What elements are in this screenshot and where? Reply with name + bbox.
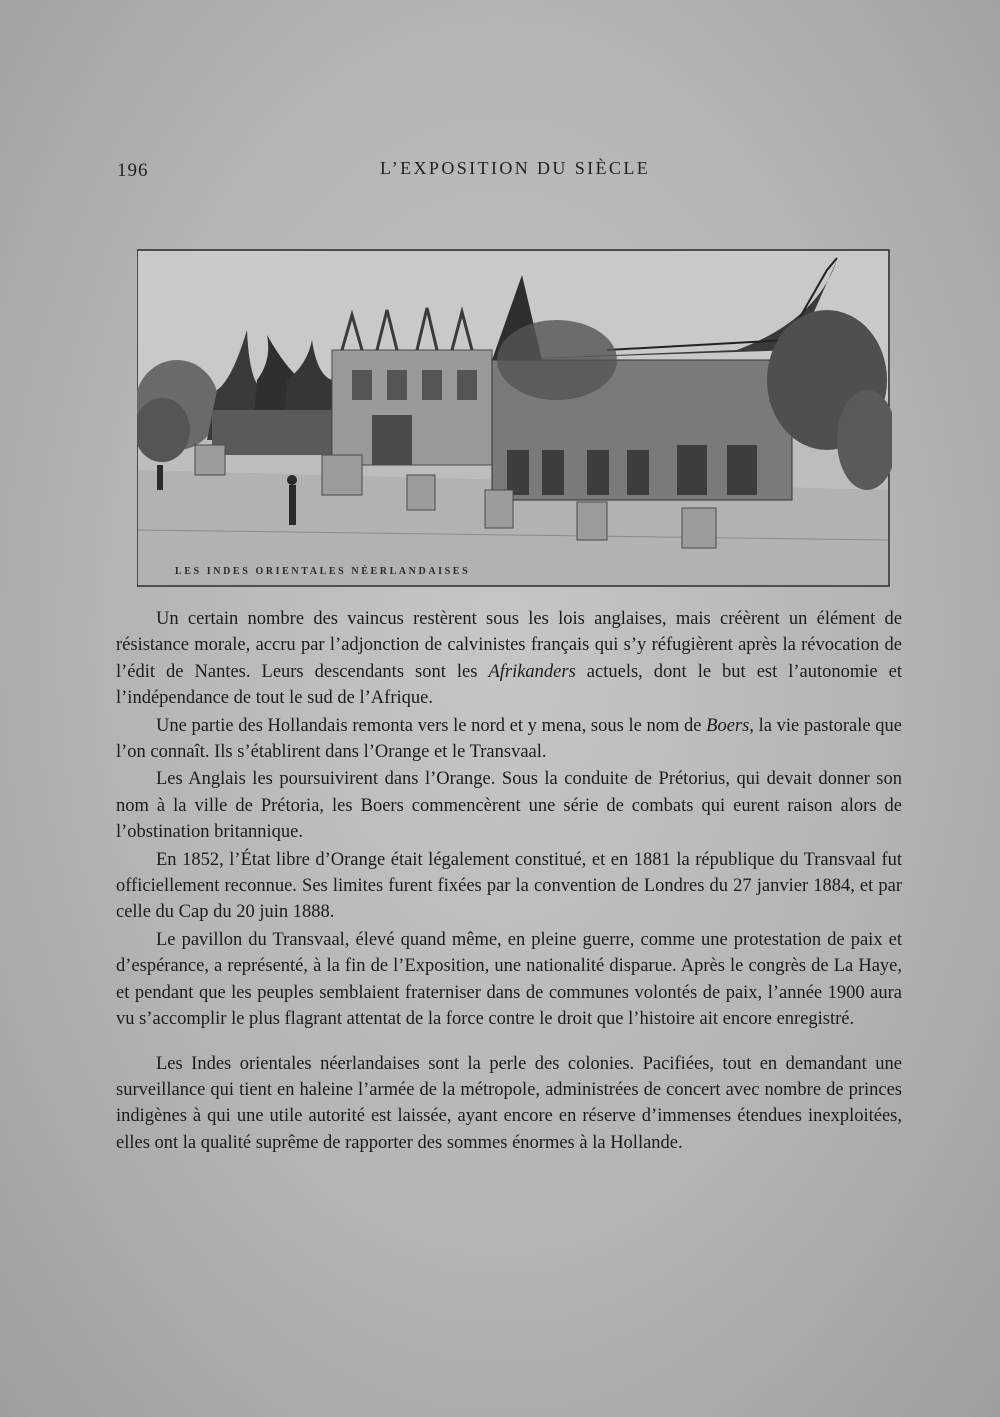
paragraph-text: la vie pastorale que l’on connaît. Ils s’établirent dans l’Orange et le Transvaal. <box>116 715 902 763</box>
page-number: 196 <box>117 160 149 181</box>
paragraph <box>116 713 902 766</box>
paragraph-text: actuels, dont le but est l’autonomie et l’indépendance de tout le sud de l’Afrique. <box>116 661 902 709</box>
running-title: L’EXPOSITION DU SIÈCLE <box>380 158 651 178</box>
emphasis-term: Afrikanders <box>488 661 576 682</box>
emphasis-term: Boers, <box>706 715 754 736</box>
paragraph: Le pavillon du Transvaal, élevé quand même, en pleine guerre, comme une protestation de paix et d’espérance, a représenté, à la fin de l’Exposition, une nationalité disparue. Après le congrès de La Haye, et pendant que les peuples semblaient fraterniser dans de communes volontés de paix, l’année 1900 aura vu s’accomplir le plus flagrant attentat de la force contre le droit que l’histoire ait encore enregistré. <box>116 929 902 1030</box>
paragraph: En 1852, l’État libre d’Orange était légalement constitué, et en 1881 la république du Transvaal fut officiellement reconnue. Ses limites furent fixées par la convention de Londres du 27 janvier 1884, et par celle du Cap du 20 juin 1888. <box>116 849 902 923</box>
figure-caption: LES INDES ORIENTALES NÉERLANDAISES <box>175 566 471 577</box>
illustration-dutch-east-indies-pavilion <box>137 240 892 590</box>
paragraph <box>116 606 902 712</box>
paragraph: Les Anglais les poursuivirent dans l’Orange. Sous la conduite de Prétorius, qui devait donner son nom à la ville de Prétoria, les Boers commencèrent une série de combats qui eurent raison alors de l’obstination britannique. <box>116 769 902 843</box>
paragraph-text: Une partie des Hollandais remonta vers le nord et y mena, sous le nom de <box>156 715 707 736</box>
paragraph-text: Un certain nombre des vaincus restèrent sous les lois anglaises, mais créèrent un élément de résistance morale, accru par l’adjonction de calvinistes français qui s’y réfugièrent après la révocation de l’édit de Nantes. Leurs descendants sont les <box>116 609 902 682</box>
paragraph: Les Indes orientales néerlandaises sont la perle des colonies. Pacifiées, tout en demandant une surveillance qui tient en haleine l’armée de la métropole, administrées de concert avec nombre de princes indigènes à qui une utile autorité est laissée, ayant encore en réserve d’immenses étendues inexploitées, elles ont la qualité suprême de rapporter des sommes énormes à la Hollande. <box>116 1053 902 1153</box>
body-text <box>116 606 902 1157</box>
